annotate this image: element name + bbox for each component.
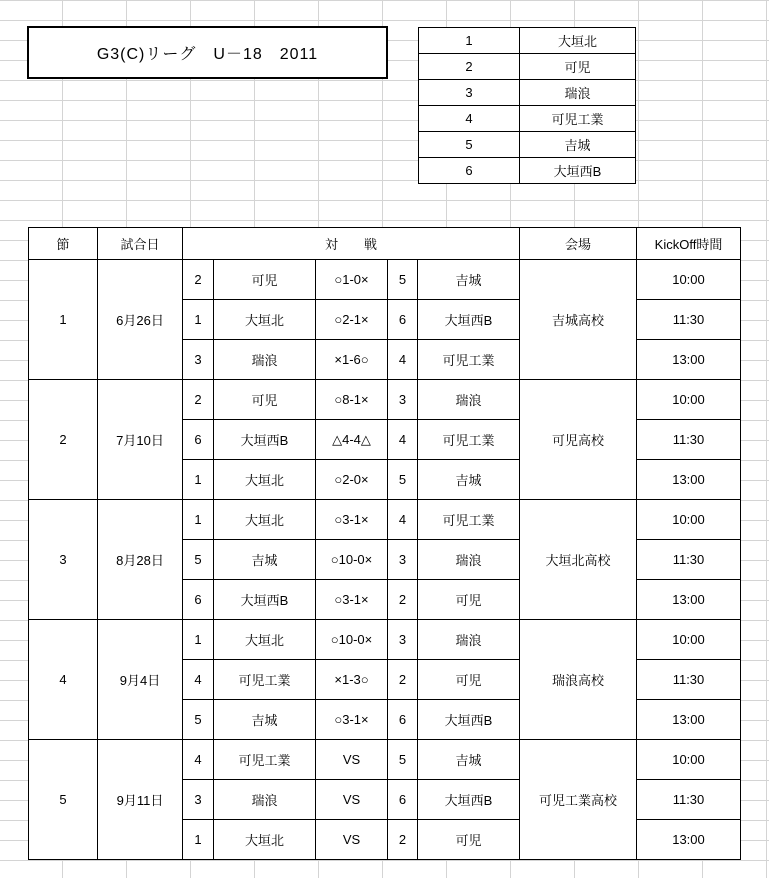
match-result: ○3-1× xyxy=(316,500,388,540)
kickoff-time: 13:00 xyxy=(637,580,741,620)
away-team-number: 2 xyxy=(388,580,418,620)
away-team-number: 5 xyxy=(388,740,418,780)
away-team-name: 吉城 xyxy=(418,460,520,500)
match-result: △4-4△ xyxy=(316,420,388,460)
round-number: 2 xyxy=(29,380,98,500)
away-team-number: 2 xyxy=(388,660,418,700)
home-team-number: 1 xyxy=(183,620,214,660)
team-row xyxy=(419,106,636,132)
match-row xyxy=(29,500,741,540)
header-match: 対 戦 xyxy=(183,228,520,260)
team-row xyxy=(419,132,636,158)
away-team-name: 可児工業 xyxy=(418,500,520,540)
venue: 吉城高校 xyxy=(520,260,637,380)
team-name: 可児工業 xyxy=(520,106,636,132)
away-team-name: 可児 xyxy=(418,580,520,620)
match-result: VS xyxy=(316,780,388,820)
home-team-name: 吉城 xyxy=(214,540,316,580)
away-team-number: 3 xyxy=(388,380,418,420)
team-name: 可児 xyxy=(520,54,636,80)
team-number: 1 xyxy=(419,28,520,54)
away-team-name: 大垣西B xyxy=(418,300,520,340)
kickoff-time: 11:30 xyxy=(637,660,741,700)
home-team-name: 瑞浪 xyxy=(214,780,316,820)
venue: 可児工業高校 xyxy=(520,740,637,860)
kickoff-time: 13:00 xyxy=(637,340,741,380)
team-name: 吉城 xyxy=(520,132,636,158)
away-team-name: 可児 xyxy=(418,660,520,700)
away-team-number: 6 xyxy=(388,700,418,740)
kickoff-time: 13:00 xyxy=(637,700,741,740)
round-number: 3 xyxy=(29,500,98,620)
home-team-number: 6 xyxy=(183,580,214,620)
match-result: ×1-3○ xyxy=(316,660,388,700)
home-team-name: 大垣北 xyxy=(214,820,316,860)
home-team-name: 大垣北 xyxy=(214,500,316,540)
home-team-number: 4 xyxy=(183,660,214,700)
team-number: 3 xyxy=(419,80,520,106)
away-team-number: 2 xyxy=(388,820,418,860)
header-kickoff: KickOff時間 xyxy=(637,228,741,260)
kickoff-time: 10:00 xyxy=(637,500,741,540)
home-team-name: 可児 xyxy=(214,260,316,300)
home-team-number: 4 xyxy=(183,740,214,780)
away-team-name: 大垣西B xyxy=(418,780,520,820)
kickoff-time: 11:30 xyxy=(637,540,741,580)
kickoff-time: 11:30 xyxy=(637,300,741,340)
team-row xyxy=(419,80,636,106)
round-number: 1 xyxy=(29,260,98,380)
team-number: 2 xyxy=(419,54,520,80)
match-result: ×1-6○ xyxy=(316,340,388,380)
kickoff-time: 10:00 xyxy=(637,620,741,660)
home-team-name: 大垣北 xyxy=(214,620,316,660)
away-team-name: 可児工業 xyxy=(418,340,520,380)
team-row xyxy=(419,54,636,80)
venue: 可児高校 xyxy=(520,380,637,500)
header-venue: 会場 xyxy=(520,228,637,260)
away-team-number: 5 xyxy=(388,460,418,500)
team-name: 大垣北 xyxy=(520,28,636,54)
away-team-number: 3 xyxy=(388,540,418,580)
match-date: 9月11日 xyxy=(98,740,183,860)
away-team-number: 6 xyxy=(388,300,418,340)
venue: 大垣北高校 xyxy=(520,500,637,620)
team-number: 6 xyxy=(419,158,520,184)
match-result: ○2-1× xyxy=(316,300,388,340)
venue: 瑞浪高校 xyxy=(520,620,637,740)
away-team-number: 6 xyxy=(388,780,418,820)
match-result: VS xyxy=(316,820,388,860)
match-result: ○10-0× xyxy=(316,620,388,660)
home-team-number: 2 xyxy=(183,380,214,420)
team-number: 5 xyxy=(419,132,520,158)
kickoff-time: 10:00 xyxy=(637,380,741,420)
away-team-number: 5 xyxy=(388,260,418,300)
match-result: ○3-1× xyxy=(316,700,388,740)
kickoff-time: 10:00 xyxy=(637,260,741,300)
away-team-name: 可児工業 xyxy=(418,420,520,460)
kickoff-time: 13:00 xyxy=(637,820,741,860)
match-row xyxy=(29,380,741,420)
match-row xyxy=(29,740,741,780)
home-team-number: 5 xyxy=(183,540,214,580)
page-title: G3(C)リーグ U－18 2011 xyxy=(27,26,388,79)
away-team-name: 瑞浪 xyxy=(418,380,520,420)
away-team-name: 吉城 xyxy=(418,260,520,300)
match-result: ○2-0× xyxy=(316,460,388,500)
home-team-number: 6 xyxy=(183,420,214,460)
team-list-table xyxy=(418,27,636,184)
away-team-name: 大垣西B xyxy=(418,700,520,740)
match-date: 9月4日 xyxy=(98,620,183,740)
home-team-number: 3 xyxy=(183,780,214,820)
team-row xyxy=(419,28,636,54)
home-team-number: 1 xyxy=(183,460,214,500)
kickoff-time: 11:30 xyxy=(637,780,741,820)
away-team-name: 瑞浪 xyxy=(418,620,520,660)
home-team-name: 大垣北 xyxy=(214,300,316,340)
round-number: 5 xyxy=(29,740,98,860)
team-name: 瑞浪 xyxy=(520,80,636,106)
home-team-number: 2 xyxy=(183,260,214,300)
away-team-name: 吉城 xyxy=(418,740,520,780)
home-team-number: 1 xyxy=(183,300,214,340)
header-round: 節 xyxy=(29,228,98,260)
home-team-number: 1 xyxy=(183,820,214,860)
team-name: 大垣西B xyxy=(520,158,636,184)
match-result: ○10-0× xyxy=(316,540,388,580)
away-team-name: 瑞浪 xyxy=(418,540,520,580)
home-team-name: 大垣西B xyxy=(214,420,316,460)
kickoff-time: 11:30 xyxy=(637,420,741,460)
home-team-number: 1 xyxy=(183,500,214,540)
schedule-table xyxy=(28,227,741,860)
away-team-number: 3 xyxy=(388,620,418,660)
match-date: 8月28日 xyxy=(98,500,183,620)
home-team-name: 大垣北 xyxy=(214,460,316,500)
round-number: 4 xyxy=(29,620,98,740)
match-row xyxy=(29,260,741,300)
home-team-name: 吉城 xyxy=(214,700,316,740)
schedule-header-row xyxy=(29,228,741,260)
away-team-name: 可児 xyxy=(418,820,520,860)
team-row xyxy=(419,158,636,184)
match-result: ○8-1× xyxy=(316,380,388,420)
kickoff-time: 13:00 xyxy=(637,460,741,500)
match-date: 7月10日 xyxy=(98,380,183,500)
home-team-number: 5 xyxy=(183,700,214,740)
match-row xyxy=(29,620,741,660)
team-number: 4 xyxy=(419,106,520,132)
home-team-name: 可児 xyxy=(214,380,316,420)
home-team-name: 大垣西B xyxy=(214,580,316,620)
match-result: VS xyxy=(316,740,388,780)
home-team-name: 瑞浪 xyxy=(214,340,316,380)
kickoff-time: 10:00 xyxy=(637,740,741,780)
match-date: 6月26日 xyxy=(98,260,183,380)
away-team-number: 4 xyxy=(388,500,418,540)
header-date: 試合日 xyxy=(98,228,183,260)
home-team-number: 3 xyxy=(183,340,214,380)
match-result: ○1-0× xyxy=(316,260,388,300)
match-result: ○3-1× xyxy=(316,580,388,620)
home-team-name: 可児工業 xyxy=(214,660,316,700)
away-team-number: 4 xyxy=(388,340,418,380)
home-team-name: 可児工業 xyxy=(214,740,316,780)
away-team-number: 4 xyxy=(388,420,418,460)
